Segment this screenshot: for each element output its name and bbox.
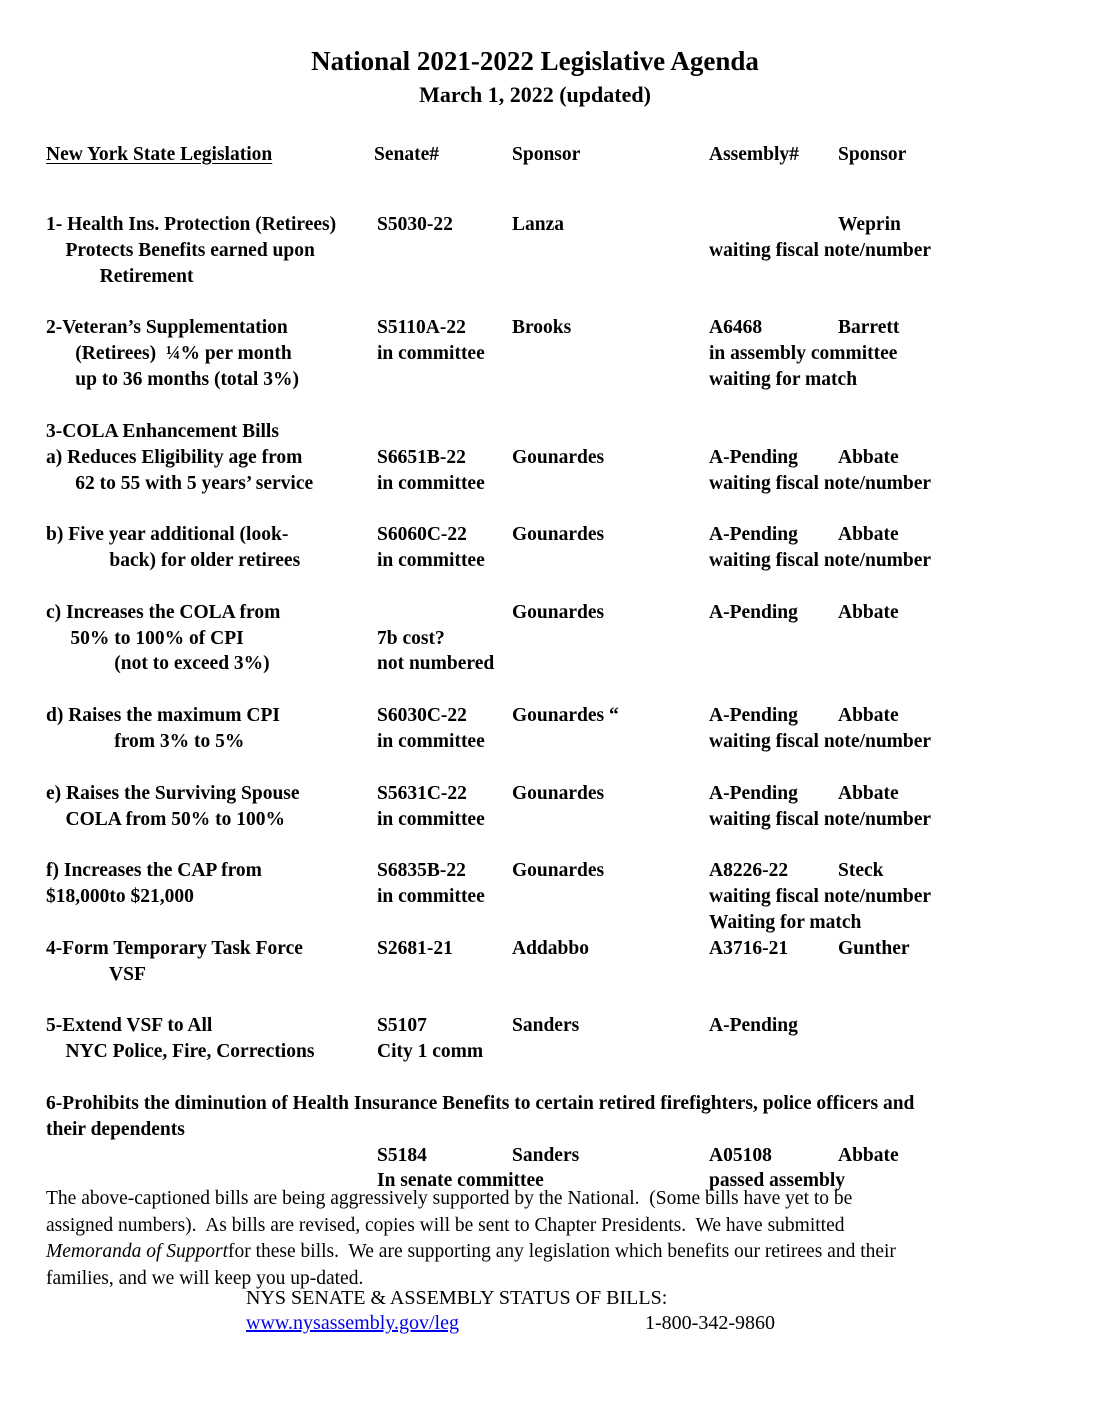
cell-legislation: their dependents [46, 1118, 185, 1140]
paragraph-line [46, 1239, 1036, 1266]
table-line [0, 628, 1094, 654]
cell-legislation: NYC Police, Fire, Corrections [46, 1041, 315, 1063]
cell-legislation: 50% to 100% of CPI [46, 627, 244, 649]
table-line [0, 524, 1094, 550]
cell-assembly-number: waiting fiscal note/number [709, 731, 932, 752]
contact-line [0, 1312, 1094, 1340]
table-line [0, 550, 1094, 576]
document-title: National 2021-2022 Legislative Agenda [311, 46, 759, 76]
paragraph-line [46, 1213, 1036, 1240]
cell-assembly-number: waiting fiscal note/number [709, 239, 932, 261]
table-line [0, 317, 1094, 343]
cell-assembly-number: Waiting for match [709, 911, 862, 933]
table-line [0, 886, 1094, 912]
assembly-website-link[interactable]: www.nysassembly.gov/leg [246, 1312, 459, 1334]
cell-assembly-number: A-Pending [709, 1015, 798, 1037]
table-line [0, 990, 1094, 1016]
document-subtitle: March 1, 2022 (updated) [419, 82, 651, 107]
cell-legislation: 1- Health Ins. Protection (Retirees) [46, 214, 337, 235]
table-line [0, 421, 1094, 447]
table-line [0, 1093, 1094, 1119]
table-line [0, 964, 1094, 990]
cell-senate-number: 7b cost? [377, 627, 445, 649]
table-line [0, 1067, 1094, 1093]
cell-assembly-sponsor: Abbate [838, 524, 899, 546]
cell-legislation: (Retirees) ¼% per month [46, 343, 292, 365]
cell-assembly-sponsor: Barrett [838, 317, 900, 339]
cell-legislation: $18,000to $21,000 [46, 886, 194, 908]
cell-senate-sponsor: Gounardes [512, 860, 605, 882]
cell-assembly-number: A-Pending [709, 705, 798, 727]
cell-legislation: 4-Form Temporary Task Force [46, 937, 303, 959]
table-header-row [0, 144, 1094, 170]
cell-legislation: d) Raises the maximum CPI [46, 705, 280, 727]
table-line [0, 679, 1094, 705]
table-line [0, 705, 1094, 731]
cell-senate-sponsor: Gounardes [512, 446, 605, 468]
cell-senate-number: S6651B-22 [377, 446, 466, 468]
cell-legislation: 6-Prohibits the diminution of Health Insurance Benefits to certain retired firefighters, police officers and [46, 1092, 915, 1114]
cell-assembly-number: A-Pending [709, 446, 798, 468]
cell-legislation: f) Increases the CAP from [46, 860, 262, 882]
cell-senate-number: in committee [377, 343, 485, 365]
cell-legislation: VSF [46, 963, 146, 985]
cell-senate-number: S5107 [377, 1015, 427, 1037]
cell-senate-sponsor: Gounardes [512, 524, 605, 546]
table-line [0, 395, 1094, 421]
cell-senate-number: not numbered [377, 653, 495, 675]
cell-legislation: 3-COLA Enhancement Bills [46, 420, 279, 442]
col-header-senate-number: Senate# [374, 144, 439, 165]
cell-legislation: b) Five year additional (look- [46, 524, 289, 546]
cell-assembly-number: A-Pending [709, 601, 798, 623]
cell-assembly-number: waiting for match [709, 369, 858, 391]
cell-senate-number: in committee [377, 731, 485, 752]
cell-legislation: from 3% to 5% [46, 731, 245, 752]
cell-assembly-number: A8226-22 [709, 860, 789, 882]
paragraph-text: assigned numbers). As bills are revised, copies will be sent to Chapter Presidents. We have submitted [46, 1214, 845, 1236]
paragraph-line [46, 1186, 1036, 1213]
col-header-assembly-sponsor: Sponsor [838, 144, 907, 165]
table-line [0, 809, 1094, 835]
table-line [0, 783, 1094, 809]
cell-assembly-number: waiting fiscal note/number [709, 550, 932, 572]
cell-senate-number: S6030C-22 [377, 705, 467, 727]
cell-assembly-sponsor: Abbate [838, 705, 899, 727]
table-line [0, 731, 1094, 757]
cell-assembly-sponsor: Abbate [838, 446, 899, 468]
cell-senate-number: S5030-22 [377, 214, 453, 235]
table-line [0, 912, 1094, 938]
cell-assembly-number: passed assembly [709, 1170, 845, 1192]
cell-legislation: (not to exceed 3%) [46, 653, 270, 675]
cell-senate-number: in committee [377, 886, 485, 908]
cell-senate-sponsor: Addabbo [512, 937, 589, 959]
cell-legislation: COLA from 50% to 100% [46, 808, 286, 830]
cell-assembly-sponsor: Weprin [838, 214, 901, 235]
cell-senate-number: S6835B-22 [377, 860, 466, 882]
table-line [0, 498, 1094, 524]
table-line [0, 834, 1094, 860]
cell-legislation: a) Reduces Eligibility age from [46, 446, 303, 468]
cell-assembly-number: A-Pending [709, 782, 798, 804]
table-line [0, 266, 1094, 292]
cell-legislation: 2-Veteran’s Supplementation [46, 317, 288, 339]
col-header-legislation: New York State Legislation [46, 144, 273, 165]
table-line [0, 240, 1094, 266]
cell-legislation: e) Raises the Surviving Spouse [46, 782, 300, 804]
paragraph-text: families, and we will keep you up-dated. [46, 1267, 364, 1289]
col-header-assembly-number: Assembly# [709, 144, 799, 165]
table-line [0, 473, 1094, 499]
table-line [0, 1041, 1094, 1067]
cell-legislation: up to 36 months (total 3%) [46, 369, 299, 391]
cell-assembly-number: A3716-21 [709, 937, 789, 959]
cell-senate-sponsor: Lanza [512, 214, 565, 235]
table-line [0, 292, 1094, 318]
cell-assembly-sponsor: Abbate [838, 601, 899, 623]
table-line [0, 576, 1094, 602]
cell-assembly-number: waiting fiscal note/number [709, 808, 932, 830]
cell-legislation: back) for older retirees [46, 550, 301, 572]
table-line [0, 1119, 1094, 1145]
table-line [0, 860, 1094, 886]
cell-assembly-number: in assembly committee [709, 343, 898, 365]
cell-assembly-number: A6468 [709, 317, 763, 339]
cell-assembly-number: waiting fiscal note/number [709, 886, 932, 908]
cell-assembly-number: waiting fiscal note/number [709, 472, 932, 494]
cell-senate-number: in committee [377, 808, 485, 830]
cell-senate-sponsor: Sanders [512, 1015, 580, 1037]
cell-senate-sponsor: Sanders [512, 1144, 580, 1166]
cell-assembly-sponsor: Abbate [838, 1144, 899, 1166]
cell-legislation: 5-Extend VSF to All [46, 1015, 213, 1037]
table-line [0, 369, 1094, 395]
bill-table [0, 214, 1094, 1204]
cell-legislation: c) Increases the COLA from [46, 601, 281, 623]
cell-senate-number: in committee [377, 550, 485, 572]
cell-senate-number: in committee [377, 472, 485, 494]
cell-legislation: Protects Benefits earned upon [46, 239, 315, 261]
phone-number: 1-800-342-9860 [645, 1312, 775, 1334]
status-heading: NYS SENATE & ASSEMBLY STATUS OF BILLS: [246, 1287, 668, 1309]
table-line [0, 757, 1094, 783]
cell-senate-number: City 1 comm [377, 1041, 484, 1063]
cell-assembly-number: A05108 [709, 1144, 772, 1166]
table-line [0, 653, 1094, 679]
table-line [0, 214, 1094, 240]
table-line [0, 343, 1094, 369]
cell-assembly-sponsor: Gunther [838, 937, 910, 959]
cell-assembly-sponsor: Steck [838, 860, 884, 882]
cell-assembly-sponsor: Abbate [838, 782, 899, 804]
italic-text: Memoranda of Support [46, 1241, 228, 1262]
cell-legislation: Retirement [46, 265, 194, 287]
table-line [0, 1015, 1094, 1041]
cell-senate-number: In senate committee [377, 1170, 544, 1192]
table-line [0, 447, 1094, 473]
cell-senate-sponsor: Brooks [512, 317, 572, 339]
cell-senate-sponsor: Gounardes “ [512, 705, 619, 727]
table-line [0, 602, 1094, 628]
cell-senate-number: S2681-21 [377, 937, 453, 959]
cell-senate-number: S5631C-22 [377, 782, 467, 804]
cell-senate-number: S5184 [377, 1144, 427, 1166]
cell-assembly-number: A-Pending [709, 524, 798, 546]
paragraph-text: for these bills. We are supporting any legislation which benefits our retirees and their [228, 1241, 896, 1262]
cell-senate-sponsor: Gounardes [512, 782, 605, 804]
table-line [0, 1145, 1094, 1171]
cell-senate-number: S6060C-22 [377, 524, 467, 546]
cell-senate-sponsor: Gounardes [512, 601, 605, 623]
footer-paragraph [46, 1186, 1036, 1292]
paragraph-text: The above-captioned bills are being aggressively supported by the National. (Some bills have yet to be [46, 1188, 853, 1209]
col-header-senate-sponsor: Sponsor [512, 144, 581, 165]
table-line [0, 938, 1094, 964]
cell-senate-number: S5110A-22 [377, 317, 466, 339]
cell-legislation: 62 to 55 with 5 years’ service [46, 472, 314, 494]
